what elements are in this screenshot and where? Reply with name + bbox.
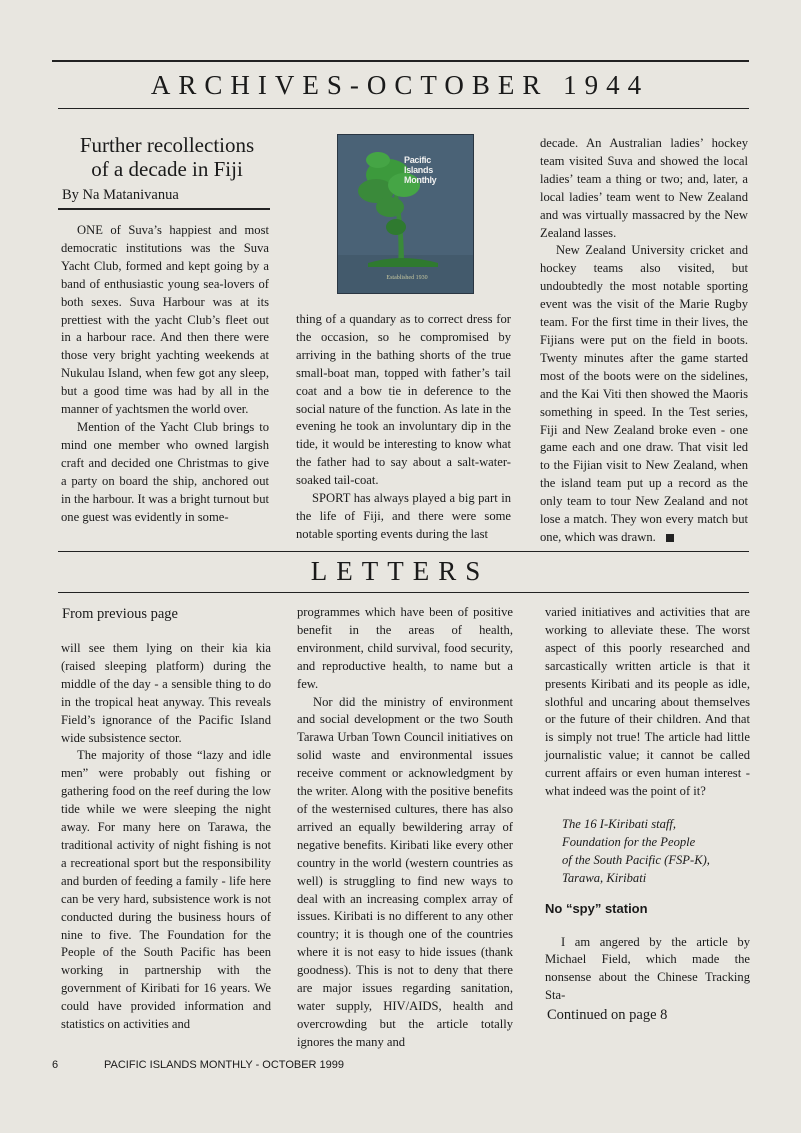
magazine-cover-image xyxy=(337,134,474,294)
paragraph: ONE of Suva’s happiest and most democratic institutions was the Suva Yacht Club, formed and kept going by a band of enthusiastic young sea-lovers of both sexes. Suva Harbour was at its prettiest with the yacht Club’s fleet out in a harbour race. And then there were those very bright yachting weekends at Nukulau Island, when few got any sleep, but a good time was had by all in the manner of yachtsmen the world over. xyxy=(61,223,269,417)
paragraph-text: New Zealand University cricket and hockey teams also visited, but undoubtedly the most notable sporting event was the visit of the Marie Rugby team. For the first time in their lives, the Fijians were put on the field in boots. Twenty minutes after the game started most of the boots were on the sidelines, and the Kai Viti then showed the Maoris something in speed. In the Test series, Fiji and New Zealand broke even - one game each and one draw. That visit led to the Fijian visit to New Zealand, when the island team put up a record as the only team to tour New Zealand and not lose a match. They won every match but one, which was drawn. xyxy=(540,243,748,544)
signature-block xyxy=(545,816,750,888)
cover-masthead: Pacific Islands Monthly xyxy=(404,155,437,185)
footer-publication: PACIFIC ISLANDS MONTHLY - OCTOBER 1999 xyxy=(104,1059,345,1071)
page-number: 6 xyxy=(52,1059,59,1071)
archives-banner: ARCHIVES-OCTOBER 1944 xyxy=(150,70,650,100)
paragraph: decade. An Australian ladies’ hockey team visited Suva and showed the local ladies’ team a thing or two; and, later, a local ladies’ team went to New Zealand and was virtually massacred by the New Zealand lasses. xyxy=(540,136,748,240)
letters-under-rule xyxy=(58,592,749,593)
paragraph: varied initiatives and activities that are working to alleviate these. The worst aspect of this poorly researched and sarcastically written article is that it presents Kiribati and its people as idle, slothful and uncaring about themselves or the future of their children. And that is simply not true! The article had little journalistic value; it cannot be called current affairs or even human interest - what indeed was the point of it? xyxy=(545,605,750,799)
paragraph: I am angered by the article by Michael Field, which made the nonsense about the Chinese Tracking Sta- xyxy=(545,934,750,1003)
spy-station-heading: No “spy” station xyxy=(545,900,648,916)
letters-column-2 xyxy=(297,604,513,1052)
article-headline xyxy=(58,133,276,181)
paragraph xyxy=(540,242,748,546)
from-previous-page: From previous page xyxy=(62,606,178,622)
archives-column-1 xyxy=(61,222,269,526)
letters-column-1 xyxy=(61,640,271,1034)
byline: By Na Matanivanua xyxy=(62,187,179,203)
archives-column-2 xyxy=(296,311,511,544)
paragraph: Nor did the ministry of environment and social development or the two South Tarawa Urban Town Council initiatives on solid waste and environmental issues receive comment or acknowledgment by the writer. Along with the positive benefits of the westernised cultures, there has also arrived an equally bewildering array of negative benefits. Kiribati like every other country in the world (western countries as well) is struggling to find new ways to deal with an increasing complex array of issues. Kiribati is no different to any other country; it is though one of the countries where it is not easy to hide issues (thank goodness). This is not to deny that there are major issues regarding sanitation, water supply, HIV/AIDS, health and overcrowding but the article totally ignores the many and xyxy=(297,694,513,1049)
paragraph: thing of a quandary as to correct dress for the occasion, so he compromised by arriving in the bathing shorts of the true small-boat man, topped with father’s tail coat and a bow tie in deference to the social nature of the function. As late in the evening he took an involuntary dip in the tide, it would be interesting to know what the father had to say about a salt-water-soaked tail-coat. xyxy=(296,312,511,488)
headline-line-2: of a decade in Fiji xyxy=(91,157,243,181)
paragraph: The majority of those “lazy and idle men” were probably out fishing or gathering food on the reef during the low tide while we were sleeping the night away. For many here on Tarawa, the traditional activity of night fishing is not a recreational sport but the responsibility and burden of feeding a family - life here can be very hard, subsistence work is not conducted during the business hours of nine to five. The Foundation for the People of the South Pacific has been working in partnership with the government of Kiribati for 16 years. We could have provided information and statistics on activities and xyxy=(61,748,271,1032)
cover-caption: Established 1930 xyxy=(386,275,428,281)
archives-column-3 xyxy=(540,135,748,547)
signature-line: Tarawa, Kiribati xyxy=(562,870,647,885)
signature-line: The 16 I-Kiribati staff, xyxy=(562,816,677,831)
letters-top-rule xyxy=(58,551,749,552)
paragraph: will see them lying on their kia kia (raised sleeping platform) during the middle of the day - a sensible thing to do in the tropical heat anyway. This reveals Field’s ignorance of the Pacific Island wide subsistence sector. xyxy=(61,641,271,745)
letters-column-3 xyxy=(545,604,750,1005)
byline-rule xyxy=(58,208,270,210)
paragraph: programmes which have been of positive benefit in the areas of health, environment, child survival, food security, and reproductive health, to name but a few. xyxy=(297,605,513,691)
continued-on-page: Continued on page 8 xyxy=(547,1007,668,1023)
end-mark-icon xyxy=(666,534,674,542)
headline-line-1: Further recollections xyxy=(79,133,255,157)
paragraph: Mention of the Yacht Club brings to mind one member who owned largish craft and decided one Christmas to give a party on board the ship, anchored out in the harbour. It was a bright turnout but one guest was evidently in some- xyxy=(61,419,269,524)
paragraph: SPORT has always played a big part in the life of Fiji, and there were some notable sporting events during the last xyxy=(296,491,511,541)
letters-banner: LETTERS xyxy=(310,556,490,586)
signature-line: of the South Pacific (FSP-K), xyxy=(562,852,710,867)
signature-line: Foundation for the People xyxy=(562,834,696,849)
top-rule xyxy=(52,60,749,62)
archives-under-rule xyxy=(58,108,749,109)
